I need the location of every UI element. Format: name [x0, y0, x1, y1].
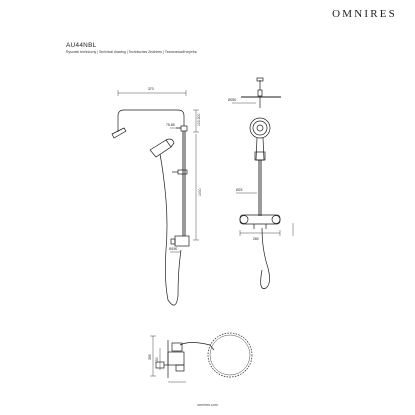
- dim-head-dia: Ø250: [228, 98, 237, 102]
- model-code: AU44NBL: [66, 42, 97, 49]
- shower-hose-front: [261, 228, 270, 289]
- footer-website: omnires.com: [197, 403, 218, 407]
- wall-mount-top: [181, 126, 187, 131]
- dim-rail-height: 1000: [198, 188, 202, 196]
- dim-hand-shower-offset: 75-85: [166, 123, 175, 127]
- rain-head-side: [112, 128, 126, 138]
- arm-plan: [180, 343, 214, 351]
- front-view: [232, 78, 293, 289]
- dim-valve-width: 280: [253, 237, 259, 241]
- shower-arm: [118, 110, 184, 132]
- dim-rail-dia: Ø23: [236, 188, 243, 192]
- rain-head-plan: [208, 333, 252, 377]
- dim-arm-length: 370: [148, 87, 154, 91]
- dim-plan-depth-inner: 150: [155, 357, 159, 363]
- shower-hose-side: [160, 154, 181, 305]
- drawing-subtitle: Rysunek techniczny | Technical drawing | Technisches Zeichnen | Технический чертёж: [66, 50, 197, 54]
- hand-shower-holder: [178, 170, 187, 174]
- plan-view: [150, 333, 252, 382]
- hand-shower-side: [150, 140, 171, 157]
- dim-connector-dia: Ø150: [169, 247, 178, 251]
- brand-logo: OMNIRES: [332, 8, 397, 20]
- valve-side: [175, 236, 189, 246]
- dim-plan-depth-outer: 395: [148, 354, 152, 360]
- dim-arm-height: 100-300: [197, 113, 201, 126]
- side-view: [112, 90, 199, 305]
